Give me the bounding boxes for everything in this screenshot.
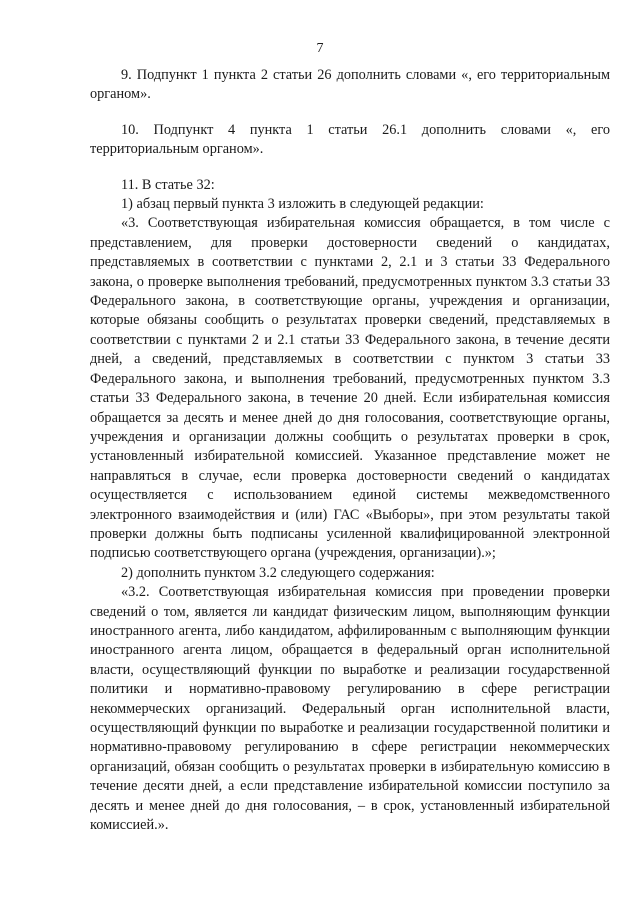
clause-3-text: «3. Соответствующая избирательная комиссия обращается, в том числе с представлением, для проверки достоверности сведений о кандидатах, представляемых в соответствии с пунктами 2, 2.1 и 3 статьи 33 Федерального закона, о проверке выполнения требований, предусмотренных пунктом 3.3 статьи 33 Федерального закона, в соответствующие органы, учреждения и организации, которые обязаны сообщить о результатах проверки сведений, представляемых в соответствии с пунктами 2 и 2.1 статьи 33 Федерального закона, в течение десяти дней, а сведений, представляемых в соответствии с пунктом 3 статьи 33 Федерального закона, и выполнения требований, предусмотренных пунктом 3.3 статьи 33 Федерального закона, в течение 20 дней. Если избирательная комиссия обращается за десять и менее дней до дня голосования, соответствующие органы, учреждения и организации должны сообщить о результатах проверки в срок, установленный избирательной комиссией. Указанное представление может не направляться в случае, если проверка достоверности сведений о кандидатах осуществляется с использованием единой системы межведомственного электронного взаимодействия и (или) ГАС «Выборы», при этом результаты такой проверки должны быть подписаны усиленной квалифицированной электронной подписью соответствующего органа (учреждения, организации).»; [90, 215, 610, 562]
item-10-paragraph: 10. Подпункт 4 пункта 1 статьи 26.1 дополнить словами «, его территориальным органом». [90, 121, 610, 158]
clause-3-2-text: «3.2. Соответствующая избирательная комиссия при проведении проверки сведений о том, является ли кандидат физическим лицом, выполняющим функции иностранного агента, либо кандидатом, аффилированным с выполняющим функции иностранного агента лицом, обращается в федеральный орган исполнительной власти, осуществляющий функции по выработке и реализации государственной политики и нормативно-правовому регулированию в сфере регистрации некоммерческих организаций. Федеральный орган исполнительной власти, осуществляющий функции по выработке и реализации государственной политики и нормативно-правовому регулированию в сфере регистрации некоммерческих организаций, обязан сообщить о результатах проверки в избирательную комиссию в течение десяти дней, а если представление избирательной комиссии поступило за десять и менее дней до дня голосования, – в срок, установленный избирательной комиссией.». [90, 584, 610, 834]
page-number: 7 [316, 41, 324, 56]
subitem-1-paragraph: 1) абзац первый пункта 3 изложить в следующей редакции: [121, 196, 484, 213]
document-body [90, 66, 610, 835]
item-11-heading: 11. В статье 32: [121, 176, 215, 193]
item-9-paragraph: 9. Подпункт 1 пункта 2 статьи 26 дополнить словами «, его территориальным органом». [90, 67, 610, 103]
subitem-2-paragraph: 2) дополнить пунктом 3.2 следующего содержания: [121, 564, 435, 581]
